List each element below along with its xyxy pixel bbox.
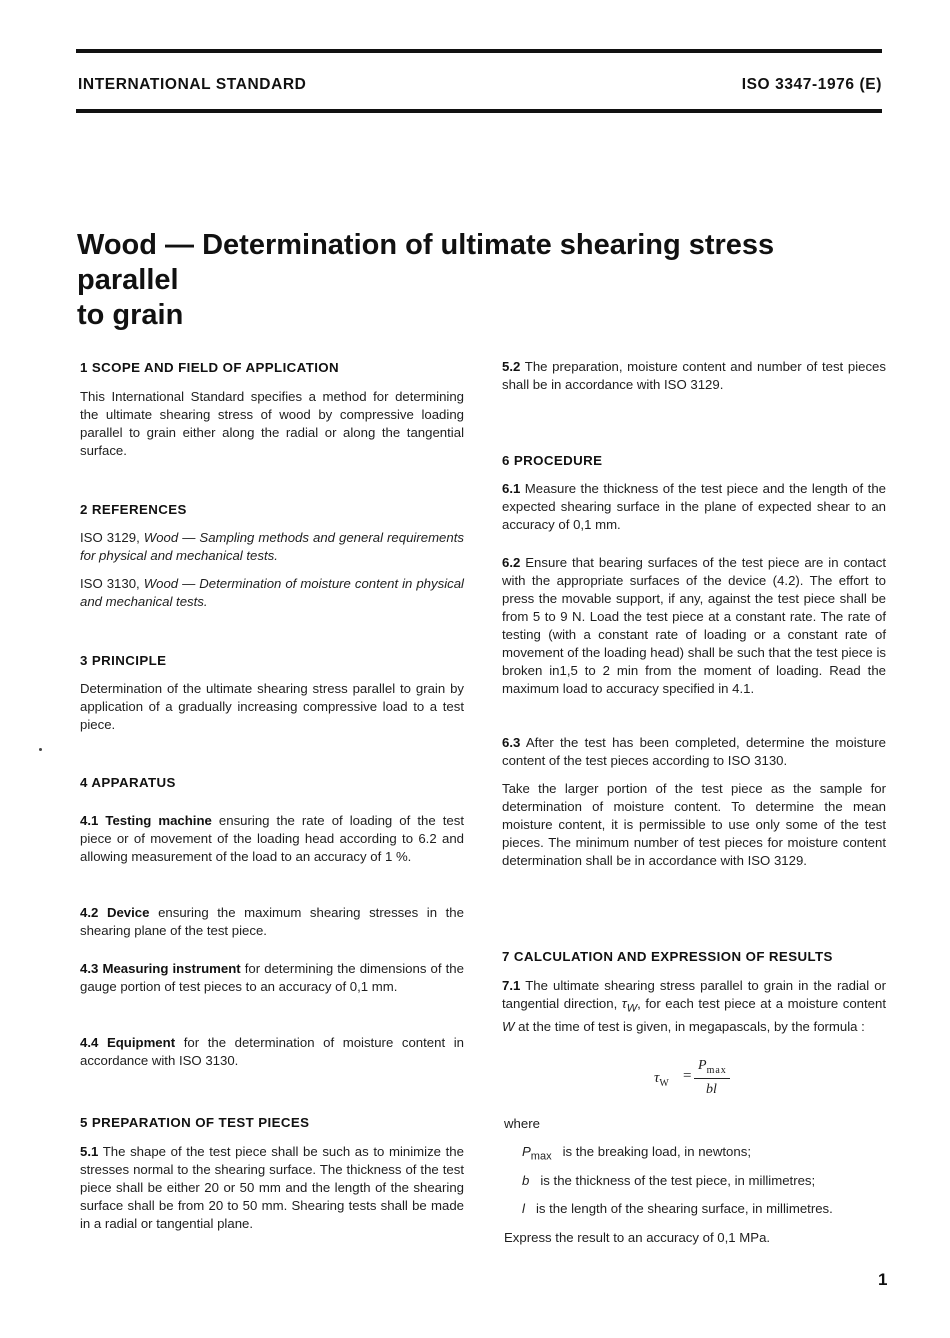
clause-5-2 <box>502 358 886 394</box>
clause-4-3-text: for determining the dimensions of the gauge portion of test pieces to an accuracy of 0,1 mm. <box>80 961 464 994</box>
clause-4-3 <box>80 960 464 996</box>
clause-4-1 <box>80 812 464 866</box>
clause-4-2-text: ensuring the maximum shearing stresses in the shearing plane of the test piece. <box>80 905 464 938</box>
where-label: where <box>504 1116 540 1131</box>
accuracy-note: Express the result to an accuracy of 0,1 MPa. <box>504 1230 771 1245</box>
clause-6-1-text: Measure the thickness of the test piece and the length of the expected shearing surface in the plane of expected shear to an accuracy of 0,1 mm. <box>502 481 887 532</box>
clause-6-3 <box>502 734 886 770</box>
clause-4-2-label: Device <box>106 905 150 920</box>
formula-equals: = <box>683 1068 692 1084</box>
formula-lhs <box>654 1070 670 1089</box>
definition-b-symbol: b <box>522 1173 530 1188</box>
formula-denominator: bl <box>706 1082 717 1097</box>
definition-pmax-text: is the breaking load, in newtons; <box>562 1144 751 1159</box>
reference-1-title: Wood — Sampling methods and general requirements for physical and mechanical tests. <box>80 530 464 563</box>
clause-4-3-number: 4.3 <box>80 961 99 976</box>
clause-7-1-text-c: at the time of test is given, in megapascals, by the formula : <box>518 1018 865 1034</box>
section-1-text: This International Standard specifies a method for determining the ultimate shearing stress of wood by compressive loading parallel to grain either along the radial or along the tangential surface. <box>80 389 464 458</box>
clause-7-1-number: 7.1 <box>502 978 521 993</box>
clause-4-4-text: for the determination of moisture content in accordance with ISO 3130. <box>80 1035 465 1068</box>
page-number: 1 <box>878 1270 888 1289</box>
definition-l-symbol: l <box>522 1201 525 1216</box>
title-line-1: Wood — Determination of ultimate shearing stress parallel <box>77 229 775 296</box>
formula-numerator <box>698 1058 727 1076</box>
header-bottom-rule <box>76 109 882 113</box>
clause-5-1-text: The shape of the test piece shall be such as to minimize the stresses normal to the shearing surface. The thickness of the test piece shall be either 20 or 50 mm and the length of the shearing surface shall be from 20 to 50 mm. Shearing tests shall be made in a radial or tangential plane. <box>80 1144 464 1231</box>
document-title <box>77 228 877 333</box>
reference-2-code: ISO 3130, <box>80 576 140 591</box>
definition-l-text: is the length of the shearing surface, in millimetres. <box>535 1201 833 1216</box>
reference-2-title: Wood — Determination of moisture content in physical and mechanical tests. <box>80 576 464 609</box>
moisture-symbol: W <box>502 1018 515 1034</box>
clause-7-1-text-a: The ultimate shearing stress parallel to grain in the radial or tangential direction, <box>502 978 886 1011</box>
shear-stress-formula <box>654 1060 774 1105</box>
section-3-heading: 3 PRINCIPLE <box>80 653 167 668</box>
reference-iso-3129 <box>80 529 464 565</box>
clause-4-1-number: 4.1 <box>80 813 99 828</box>
header-top-rule <box>76 49 882 53</box>
definition-l <box>522 1200 833 1218</box>
clause-4-1-label: Testing machine <box>105 813 212 828</box>
definition-pmax-symbol: P <box>522 1144 531 1159</box>
clause-5-1 <box>80 1143 464 1233</box>
reference-iso-3130 <box>80 575 464 611</box>
section-6-heading: 6 PROCEDURE <box>502 453 603 468</box>
clause-6-2-text: Ensure that bearing surfaces of the test piece are in contact with the appropriate surfaces of the device (4.2). The effort to press the movable support, if any, against the test piece shall be from 5 to 9 N. Load the test piece at a constant rate. The rate of testing (with a constant rate of loading or a constant rate of movement of the loading head) shall be such that the test piece is broken in1,5 to 2 min from the moment of loading. Read the maximum load to accuracy specified in 4.1. <box>502 555 886 696</box>
formula-fraction-bar <box>694 1078 730 1079</box>
reference-1-code: ISO 3129, <box>80 530 140 545</box>
definition-pmax-subscript: max <box>530 1150 552 1163</box>
standard-type-label: INTERNATIONAL STANDARD <box>78 76 307 93</box>
clause-4-2-number: 4.2 <box>80 905 99 920</box>
clause-5-2-number: 5.2 <box>502 359 521 374</box>
clause-4-4 <box>80 1034 464 1070</box>
clause-4-4-label: Equipment <box>106 1035 176 1050</box>
section-2-heading: 2 REFERENCES <box>80 502 187 517</box>
section-1-heading: 1 SCOPE AND FIELD OF APPLICATION <box>80 360 340 375</box>
clause-7-1-text-b: , for each test piece at a moisture content <box>637 996 887 1011</box>
tau-subscript: W <box>626 1002 638 1015</box>
standard-number-label: ISO 3347-1976 (E) <box>741 76 882 93</box>
clause-6-1 <box>502 480 886 534</box>
title-line-2: to grain <box>77 299 184 331</box>
clause-5-1-number: 5.1 <box>80 1144 99 1159</box>
clause-6-2 <box>502 554 886 698</box>
clause-6-3-number: 6.3 <box>502 735 521 750</box>
clause-7-1 <box>502 977 886 1036</box>
definition-b-text: is the thickness of the test piece, in millimetres; <box>540 1173 816 1188</box>
clause-5-2-text: The preparation, moisture content and number of test pieces shall be in accordance with ISO 3129. <box>502 359 886 392</box>
formula-p-subscript: max <box>706 1064 727 1076</box>
clause-4-4-number: 4.4 <box>80 1035 99 1050</box>
tau-symbol: τ <box>621 996 627 1011</box>
section-4-heading: 4 APPARATUS <box>80 775 176 790</box>
clause-4-1-text: ensuring the rate of loading of the test piece or of movement of the loading head according to 6.2 and allowing measurement of the load to an accuracy of 1 %. <box>80 813 464 864</box>
definition-pmax <box>522 1143 751 1166</box>
scan-speck <box>39 748 42 751</box>
clause-6-3-text: After the test has been completed, determine the moisture content of the test pieces according to ISO 3130. <box>502 735 886 768</box>
definition-b <box>522 1172 815 1190</box>
formula-p: P <box>698 1058 707 1073</box>
section-3-text: Determination of the ultimate shearing stress parallel to grain by application of a gradually increasing compressive load to a test piece. <box>80 681 464 732</box>
formula-tau-subscript: W <box>659 1078 670 1089</box>
clause-6-3-continuation: Take the larger portion of the test piece as the sample for determination of moisture content. To determine the mean moisture content, it is permissible to use only some of the test pieces. The minimum number of test pieces for moisture content determination shall be in accordance with ISO 3129. <box>502 781 886 868</box>
clause-4-3-label: Measuring instrument <box>102 961 241 976</box>
section-7-heading: 7 CALCULATION AND EXPRESSION OF RESULTS <box>502 949 833 964</box>
clause-4-2 <box>80 904 464 940</box>
formula-tau: τ <box>654 1070 660 1086</box>
clause-6-2-number: 6.2 <box>502 555 521 570</box>
section-5-heading: 5 PREPARATION OF TEST PIECES <box>80 1115 310 1130</box>
clause-6-1-number: 6.1 <box>502 481 521 496</box>
